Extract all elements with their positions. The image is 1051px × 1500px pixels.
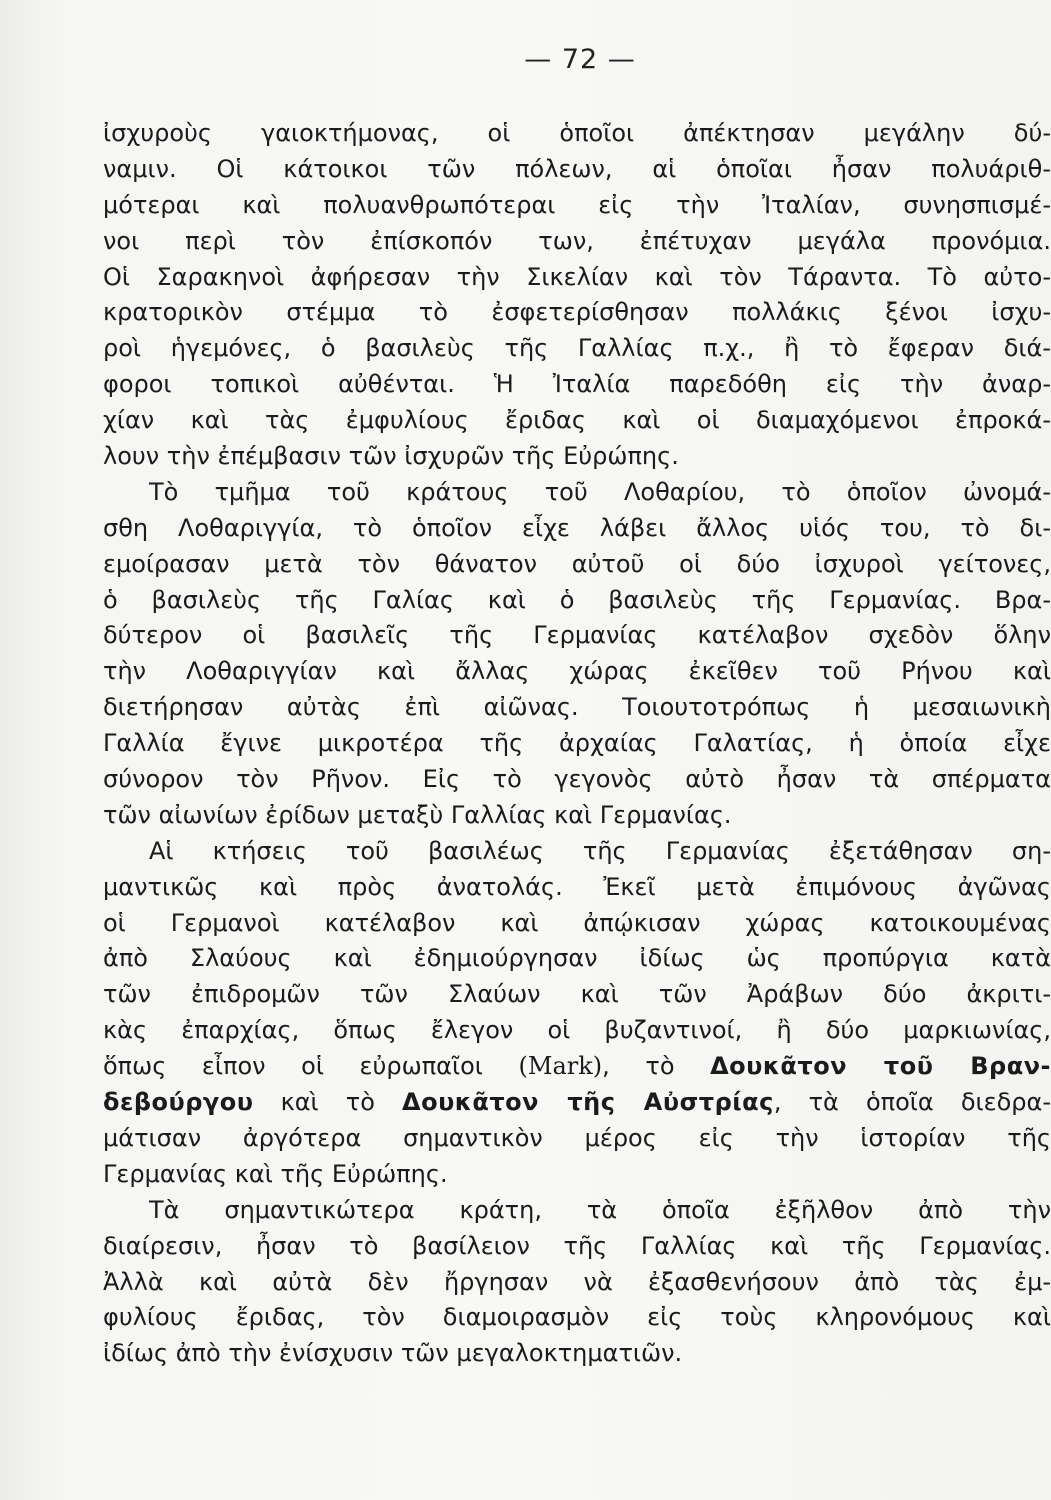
text-line: φυλίους ἔριδας, τὸν διαμοιρασμὸν εἰς τοὺς κληρονόμους καὶ [103, 1303, 1051, 1332]
text-line: εμοίρασαν μετὰ τὸν θάνατον αὐτοῦ οἱ δύο ἰσχυροὶ γείτονες, [103, 549, 1051, 578]
text-line: σύνορον τὸν Ρῆνον. Εἰς τὸ γεγονὸς αὐτὸ ἦσαν τὰ σπέρματα [103, 765, 1051, 794]
text-line: ἰσχυροὺς γαιοκτήμονας, οἱ ὁποῖοι ἀπέκτησαν μεγάλην δύ- [103, 119, 1051, 147]
text-line: Οἱ Σαρακηνοὶ ἀφήρεσαν τὴν Σικελίαν καὶ τὸν Τάραντα. Τὸ αὐτο- [103, 262, 1051, 291]
text-line: λουν τὴν ἐπέμβασιν τῶν ἰσχυρῶν τῆς Εὐρώπης. [103, 442, 679, 471]
text-line: διαίρεσιν, ἦσαν τὸ βασίλειον τῆς Γαλλίας καὶ τῆς Γερμανίας. [103, 1231, 1051, 1260]
text-span: , τὰ ὁποῖα διεδρα- [773, 1088, 1051, 1117]
text-span: , τὸ [602, 1052, 711, 1081]
text-line: Γερμανίας καὶ τῆς Εὐρώπης. [103, 1159, 448, 1188]
text-line: οἱ Γερμανοὶ κατέλαβον καὶ ἀπῴκισαν χώρας κατοικουμένας [103, 908, 1051, 937]
body-text [103, 116, 1051, 1372]
text-line: τῶν ἐπιδρομῶν τῶν Σλαύων καὶ τῶν Ἀράβων δύο ἀκριτι- [103, 980, 1051, 1009]
text-line: μαντικῶς καὶ πρὸς ἀνατολάς. Ἐκεῖ μετὰ ἐπιμόνους ἀγῶνας [103, 872, 1051, 901]
text-line: ἰδίως ἀπὸ τὴν ἐνίσχυσιν τῶν μεγαλοκτηματιῶν. [103, 1339, 683, 1368]
text-line: κὰς ἐπαρχίας, ὅπως ἔλεγον οἱ βυζαντινοί, ἢ δύο μαρκιωνίας, [103, 1016, 1051, 1045]
text-line: φοροι τοπικοὶ αὐθένται. Ἡ Ἰταλία παρεδόθη εἰς τὴν ἀναρ- [103, 370, 1051, 399]
text-line: Ἀλλὰ καὶ αὐτὰ δὲν ἤργησαν νὰ ἐξασθενήσουν ἀπὸ τὰς ἐμ- [103, 1267, 1051, 1296]
text-line: κρατορικὸν στέμμα τὸ ἐσφετερίσθησαν πολλάκις ξένοι ἰσχυ- [103, 298, 1051, 327]
text-span: ὅπως εἶπον οἱ εὐρωπαῖοι [103, 1052, 519, 1081]
text-line: διετήρησαν αὐτὰς ἐπὶ αἰῶνας. Τοιουτοτρόπως ἡ μεσαιωνικὴ [103, 693, 1051, 722]
text-span: καὶ τὸ [253, 1088, 403, 1117]
text-line: ἀπὸ Σλαύους καὶ ἐδημιούργησαν ἰδίως ὡς προπύργια κατὰ [103, 944, 1051, 973]
page-number: — 72 — [524, 44, 636, 75]
bold-term: δεβούργου [103, 1088, 254, 1117]
text-line: ροὶ ἡγεμόνες, ὁ βασιλεὺς τῆς Γαλλίας π.χ., ἢ τὸ ἔφεραν διά- [103, 334, 1051, 363]
text-line: ναμιν. Οἱ κάτοικοι τῶν πόλεων, αἱ ὁποῖαι ἦσαν πολυάριθ- [103, 154, 1051, 183]
text-line: ὁ βασιλεὺς τῆς Γαλίας καὶ ὁ βασιλεὺς τῆς Γερμανίας. Βρα- [103, 585, 1051, 614]
text-line-with-bold [103, 1085, 1051, 1121]
text-line-with-bold [103, 1049, 1051, 1085]
paragraph-start-line: Αἱ κτήσεις τοῦ βασιλέως τῆς Γερμανίας ἐξετάθησαν ση- [149, 836, 1051, 865]
text-line: σθη Λοθαριγγία, τὸ ὁποῖον εἶχε λάβει ἄλλος υἱός του, τὸ δι- [103, 513, 1051, 542]
text-line: μάτισαν ἀργότερα σημαντικὸν μέρος εἰς τὴν ἱστορίαν τῆς [103, 1123, 1051, 1152]
text-line: χίαν καὶ τὰς ἐμφυλίους ἔριδας καὶ οἱ διαμαχόμενοι ἐπροκά- [103, 406, 1051, 435]
text-line: τῶν αἰωνίων ἐρίδων μεταξὺ Γαλλίας καὶ Γερμανίας. [103, 800, 732, 829]
text-line: μότεραι καὶ πολυανθρωπότεραι εἰς τὴν Ἰταλίαν, συνησπισμέ- [103, 190, 1051, 219]
text-line: νοι περὶ τὸν ἐπίσκοπόν των, ἐπέτυχαν μεγάλα προνόμια. [103, 226, 1051, 255]
bold-term: Δουκᾶτον τοῦ Βραν- [710, 1052, 1051, 1081]
text-line: δύτερον οἱ βασιλεῖς τῆς Γερμανίας κατέλαβον σχεδὸν ὅλην [103, 621, 1051, 650]
latin-term: (Mark) [518, 1052, 603, 1081]
paragraph-start-line: Τὰ σημαντικώτερα κράτη, τὰ ὁποῖα ἐξῆλθον ἀπὸ τὴν [149, 1195, 1051, 1224]
text-line: Γαλλία ἔγινε μικροτέρα τῆς ἀρχαίας Γαλατίας, ἡ ὁποία εἶχε [103, 729, 1051, 758]
paragraph-start-line: Τὸ τμῆμα τοῦ κράτους τοῦ Λοθαρίου, τὸ ὁποῖον ὠνομά- [149, 477, 1051, 506]
bold-term: Δουκᾶτον τῆς Αὐστρίας [402, 1088, 774, 1117]
text-line: τὴν Λοθαριγγίαν καὶ ἄλλας χώρας ἐκεῖθεν τοῦ Ρήνου καὶ [103, 657, 1051, 686]
